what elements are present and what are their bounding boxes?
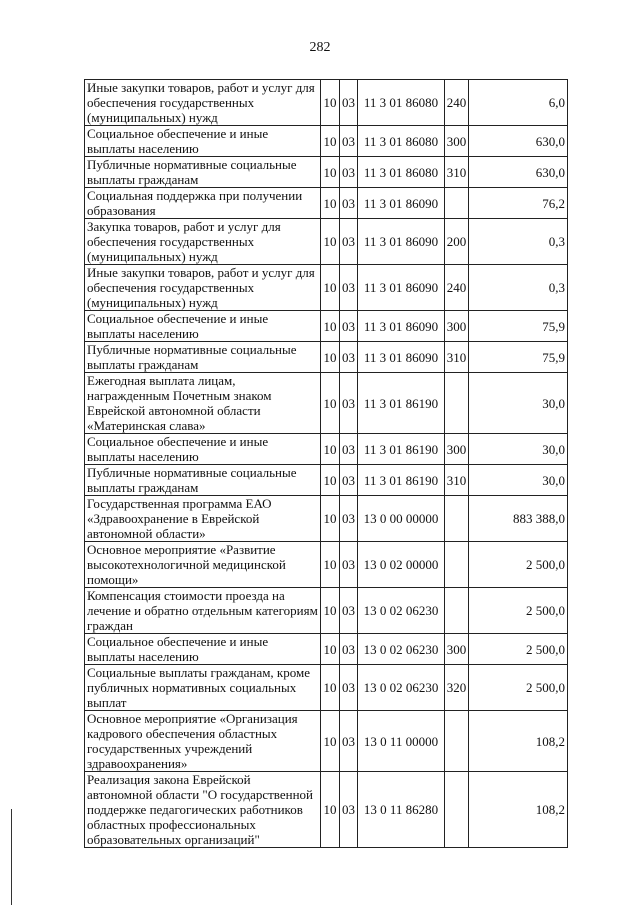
row-expense-type-cell (445, 496, 469, 542)
budget-table (84, 79, 568, 848)
table-row (85, 665, 568, 711)
row-subsection-cell: 03 (340, 634, 358, 665)
row-amount-cell: 0,3 (469, 265, 568, 311)
row-section-cell: 10 (321, 711, 340, 772)
row-amount-cell: 108,2 (469, 711, 568, 772)
row-section-cell: 10 (321, 772, 340, 848)
row-section-cell: 10 (321, 80, 340, 126)
table-row (85, 373, 568, 434)
row-subsection-cell: 03 (340, 342, 358, 373)
row-amount-cell: 75,9 (469, 342, 568, 373)
row-section-cell: 10 (321, 157, 340, 188)
row-target-article-cell: 11 3 01 86090 (358, 342, 445, 373)
row-subsection-cell: 03 (340, 219, 358, 265)
table-row (85, 80, 568, 126)
row-amount-cell: 0,3 (469, 219, 568, 265)
row-subsection-cell: 03 (340, 311, 358, 342)
row-section-cell: 10 (321, 342, 340, 373)
row-name-cell: Публичные нормативные социальные выплаты гражданам (85, 465, 321, 496)
row-name-cell: Социальное обеспечение и иные выплаты населению (85, 434, 321, 465)
row-expense-type-cell (445, 188, 469, 219)
row-subsection-cell: 03 (340, 465, 358, 496)
row-name-cell: Основное мероприятие «Развитие высокотехнологичной медицинской помощи» (85, 542, 321, 588)
table-row (85, 188, 568, 219)
page-number: 282 (309, 40, 331, 55)
row-amount-cell: 30,0 (469, 434, 568, 465)
row-target-article-cell: 13 0 00 00000 (358, 496, 445, 542)
row-name-cell: Закупка товаров, работ и услуг для обеспечения государственных (муниципальных) нужд (85, 219, 321, 265)
row-section-cell: 10 (321, 434, 340, 465)
row-section-cell: 10 (321, 219, 340, 265)
row-subsection-cell: 03 (340, 80, 358, 126)
row-name-cell: Иные закупки товаров, работ и услуг для обеспечения государственных (муниципальных) нужд (85, 265, 321, 311)
row-subsection-cell: 03 (340, 188, 358, 219)
row-name-cell: Компенсация стоимости проезда на лечение и обратно отдельным категориям граждан (85, 588, 321, 634)
table-row (85, 434, 568, 465)
row-section-cell: 10 (321, 542, 340, 588)
row-amount-cell: 30,0 (469, 373, 568, 434)
row-amount-cell: 630,0 (469, 157, 568, 188)
row-expense-type-cell (445, 711, 469, 772)
row-name-cell: Основное мероприятие «Организация кадрового обеспечения областных государственных учреждений здравоохранения» (85, 711, 321, 772)
row-target-article-cell: 13 0 02 06230 (358, 588, 445, 634)
row-expense-type-cell: 300 (445, 434, 469, 465)
row-target-article-cell: 13 0 11 00000 (358, 711, 445, 772)
row-section-cell: 10 (321, 373, 340, 434)
row-expense-type-cell (445, 542, 469, 588)
row-target-article-cell: 13 0 11 86280 (358, 772, 445, 848)
row-target-article-cell: 11 3 01 86090 (358, 311, 445, 342)
row-target-article-cell: 11 3 01 86080 (358, 157, 445, 188)
row-target-article-cell: 13 0 02 06230 (358, 634, 445, 665)
row-subsection-cell: 03 (340, 157, 358, 188)
row-target-article-cell: 13 0 02 00000 (358, 542, 445, 588)
row-section-cell: 10 (321, 311, 340, 342)
row-subsection-cell: 03 (340, 126, 358, 157)
row-subsection-cell: 03 (340, 496, 358, 542)
row-section-cell: 10 (321, 588, 340, 634)
table-row (85, 465, 568, 496)
margin-line (11, 809, 12, 905)
row-target-article-cell: 11 3 01 86190 (358, 465, 445, 496)
row-name-cell: Социальное обеспечение и иные выплаты населению (85, 126, 321, 157)
row-target-article-cell: 11 3 01 86080 (358, 126, 445, 157)
table-row (85, 772, 568, 848)
row-amount-cell: 2 500,0 (469, 542, 568, 588)
table-row (85, 126, 568, 157)
row-subsection-cell: 03 (340, 542, 358, 588)
row-expense-type-cell: 310 (445, 157, 469, 188)
row-section-cell: 10 (321, 265, 340, 311)
row-expense-type-cell: 240 (445, 265, 469, 311)
row-expense-type-cell (445, 373, 469, 434)
row-subsection-cell: 03 (340, 373, 358, 434)
row-amount-cell: 75,9 (469, 311, 568, 342)
row-name-cell: Публичные нормативные социальные выплаты гражданам (85, 157, 321, 188)
table-row (85, 496, 568, 542)
row-expense-type-cell: 300 (445, 634, 469, 665)
row-expense-type-cell: 310 (445, 342, 469, 373)
row-expense-type-cell: 200 (445, 219, 469, 265)
row-name-cell: Ежегодная выплата лицам, награжденным Почетным знаком Еврейской автономной области «Материнская слава» (85, 373, 321, 434)
row-expense-type-cell: 240 (445, 80, 469, 126)
row-amount-cell: 6,0 (469, 80, 568, 126)
row-subsection-cell: 03 (340, 711, 358, 772)
row-subsection-cell: 03 (340, 772, 358, 848)
row-subsection-cell: 03 (340, 665, 358, 711)
row-name-cell: Иные закупки товаров, работ и услуг для обеспечения государственных (муниципальных) нужд (85, 80, 321, 126)
row-name-cell: Реализация закона Еврейской автономной области "О государственной поддержке педагогических работников областных профессиональных образовательных организаций" (85, 772, 321, 848)
table-row (85, 311, 568, 342)
row-expense-type-cell: 320 (445, 665, 469, 711)
row-expense-type-cell (445, 588, 469, 634)
row-amount-cell: 2 500,0 (469, 588, 568, 634)
row-expense-type-cell: 300 (445, 311, 469, 342)
row-section-cell: 10 (321, 126, 340, 157)
table-row (85, 265, 568, 311)
table-row (85, 634, 568, 665)
table-row (85, 342, 568, 373)
row-section-cell: 10 (321, 465, 340, 496)
row-amount-cell: 2 500,0 (469, 634, 568, 665)
row-target-article-cell: 11 3 01 86080 (358, 80, 445, 126)
row-section-cell: 10 (321, 665, 340, 711)
row-amount-cell: 630,0 (469, 126, 568, 157)
row-target-article-cell: 11 3 01 86090 (358, 265, 445, 311)
row-amount-cell: 883 388,0 (469, 496, 568, 542)
table-row (85, 157, 568, 188)
row-name-cell: Социальная поддержка при получении образования (85, 188, 321, 219)
table-row (85, 588, 568, 634)
row-amount-cell: 30,0 (469, 465, 568, 496)
row-section-cell: 10 (321, 188, 340, 219)
table-row (85, 542, 568, 588)
row-target-article-cell: 11 3 01 86190 (358, 434, 445, 465)
row-target-article-cell: 11 3 01 86090 (358, 219, 445, 265)
row-section-cell: 10 (321, 496, 340, 542)
table-row (85, 219, 568, 265)
row-name-cell: Публичные нормативные социальные выплаты гражданам (85, 342, 321, 373)
row-name-cell: Государственная программа ЕАО «Здравоохранение в Еврейской автономной области» (85, 496, 321, 542)
row-expense-type-cell: 310 (445, 465, 469, 496)
row-expense-type-cell (445, 772, 469, 848)
row-subsection-cell: 03 (340, 434, 358, 465)
row-subsection-cell: 03 (340, 265, 358, 311)
row-target-article-cell: 11 3 01 86190 (358, 373, 445, 434)
row-name-cell: Социальные выплаты гражданам, кроме публичных нормативных социальных выплат (85, 665, 321, 711)
row-amount-cell: 2 500,0 (469, 665, 568, 711)
row-section-cell: 10 (321, 634, 340, 665)
row-expense-type-cell: 300 (445, 126, 469, 157)
row-name-cell: Социальное обеспечение и иные выплаты населению (85, 634, 321, 665)
row-name-cell: Социальное обеспечение и иные выплаты населению (85, 311, 321, 342)
table-row (85, 711, 568, 772)
row-target-article-cell: 11 3 01 86090 (358, 188, 445, 219)
row-amount-cell: 76,2 (469, 188, 568, 219)
row-subsection-cell: 03 (340, 588, 358, 634)
row-target-article-cell: 13 0 02 06230 (358, 665, 445, 711)
row-amount-cell: 108,2 (469, 772, 568, 848)
table-body (85, 80, 568, 848)
